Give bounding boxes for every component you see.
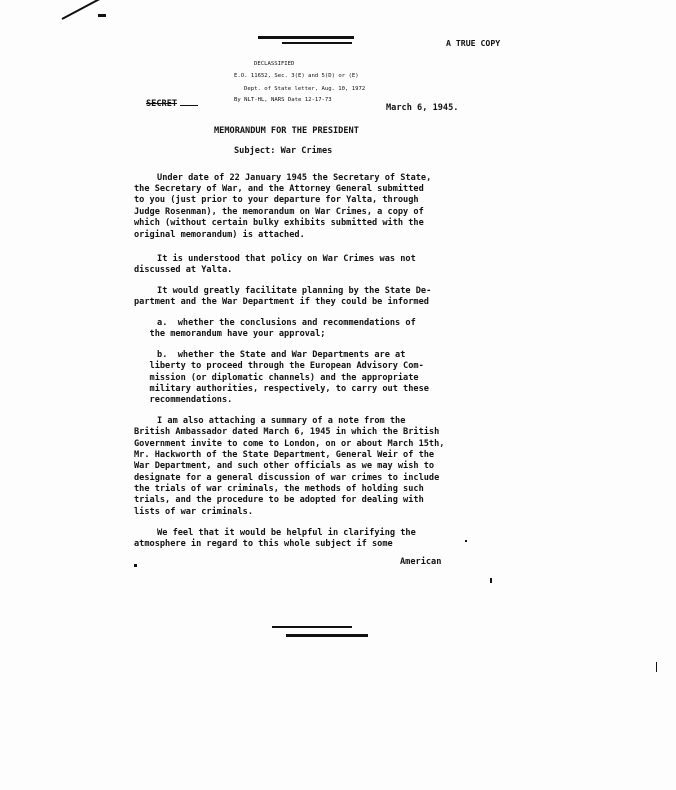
body-line: atmosphere in regard to this whole subject if some [134,539,393,549]
body-line: which (without certain bulky exhibits submitted with the [134,218,424,228]
pen-stroke-mark [98,14,106,17]
body-line: Government invite to come to London, on or about March 15th, [134,439,445,449]
margin-speck [490,578,492,583]
list-item-b: b. whether the State and War Departments are at [126,350,406,360]
body-line: lists of war criminals. [134,507,253,517]
body-line: I am also attaching a summary of a note from the [126,416,406,426]
body-line: trials, and the procedure to be adopted for dealing with [134,495,424,505]
body-line: Mr. Hackworth of the State Department, General Weir of the [134,450,435,460]
memo-title: MEMORANDUM FOR THE PRESIDENT [214,126,359,136]
true-copy-stamp: A TRUE COPY [446,38,501,48]
declassified-stamp-line: By NLT-HL, NARS Date 12-17-73 [234,97,332,103]
margin-speck [656,662,657,672]
body-line: War Department, and such other officials as we may wish to [134,461,435,471]
list-item-b: mission (or diplomatic channels) and the appropriate [134,373,419,383]
declassified-stamp-line: DECLASSIFIED [254,61,295,67]
body-line: It would greatly facilitate planning by the State De- [126,286,432,296]
margin-speck [134,564,137,567]
body-line: discussed at Yalta. [134,265,233,275]
memo-subject: Subject: War Crimes [234,146,333,156]
redaction-line [282,42,352,44]
redaction-line [258,36,354,39]
margin-speck [465,540,467,542]
body-line: Under date of 22 January 1945 the Secretary of State, [126,173,432,183]
list-item-a: the memorandum have your approval; [134,329,326,339]
list-item-a: a. whether the conclusions and recommendations of [126,318,416,328]
classification-marking: SECRET [146,99,178,109]
list-item-b: recommendations. [134,395,233,405]
body-line: designate for a general discussion of war crimes to include [134,473,440,483]
redaction-line [272,626,352,628]
body-line: We feel that it would be helpful in clarifying the [126,528,416,538]
body-line: original memorandum) is attached. [134,230,305,240]
catchword: American [400,557,442,567]
body-line: the Secretary of War, and the Attorney General submitted [134,184,424,194]
body-line: It is understood that policy on War Crimes was not [126,254,416,264]
declassified-stamp-line: Dept. of State letter, Aug. 10, 1972 [244,86,366,92]
body-line: Judge Rosenman), the memorandum on War Crimes, a copy of [134,207,424,217]
list-item-b: liberty to proceed through the European Advisory Com- [134,361,424,371]
body-line: British Ambassador dated March 6, 1945 in which the British [134,427,440,437]
memo-date: March 6, 1945. [386,103,459,113]
list-item-b: military authorities, respectively, to carry out these [134,384,429,394]
redaction-line [286,634,368,637]
strike-line [180,105,198,106]
body-line: partment and the War Department if they could be informed [134,297,429,307]
body-line: to you (just prior to your departure for Yalta, through [134,195,419,205]
declassified-stamp-line: E.O. 11652, Sec. 3(E) and 5(D) or (E) [234,73,359,79]
body-line: the trials of war criminals, the methods of holding such [134,484,424,494]
